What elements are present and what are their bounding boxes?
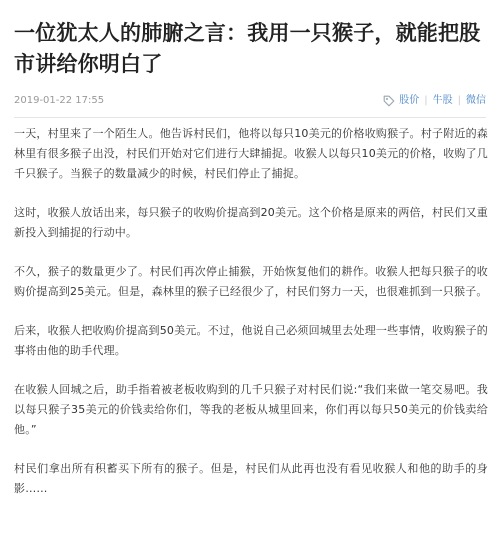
header-divider: [14, 117, 486, 118]
tag-link-wechat[interactable]: 微信: [466, 95, 486, 106]
tag-separator: |: [457, 95, 461, 106]
article-body: [14, 124, 488, 518]
paragraph: 一天，村里来了一个陌生人。他告诉村民们，他将以每只10美元的价格收购猴子。村子附近的森林里有很多猴子出没，村民们开始对它们进行大肆捕捉。收猴人以每只10美元的价格，收购了几千只猴子。当猴子的数量减少的时候，村民们停止了捕捉。: [14, 127, 488, 180]
tag-list: [383, 93, 486, 109]
paragraph: 这时，收猴人放话出来，每只猴子的收购价提高到20美元。这个价格是原来的两倍，村民们又重新投入到捕捉的行动中。: [14, 206, 488, 239]
paragraph: 后来，收猴人把收购价提高到50美元。不过，他说自己必须回城里去处理一些事情，收购猴子的事将由他的助手代理。: [14, 324, 488, 357]
paragraph: 不久，猴子的数量更少了。村民们再次停止捕猴，开始恢复他们的耕作。收猴人把每只猴子的收购价提高到25美元。但是，森林里的猴子已经很少了，村民们努力一天，也很难抓到一只猴子。: [14, 265, 488, 298]
article-meta: [14, 93, 486, 109]
tag-separator: |: [424, 95, 428, 106]
tag-link-bull-stock[interactable]: 牛股: [432, 95, 453, 106]
paragraph: 村民们拿出所有积蓄买下所有的猴子。但是，村民们从此再也没有看见收猴人和他的助手的身影……: [14, 462, 488, 495]
tag-icon: [383, 95, 395, 107]
tag-link-stock-price[interactable]: 股价: [399, 95, 420, 106]
article-title: 一位犹太人的肺腑之言：我用一只猴子，就能把股市讲给你明白了: [14, 21, 481, 76]
paragraph: 在收猴人回城之后，助手指着被老板收购到的几千只猴子对村民们说:“我们来做一笔交易吧。我以每只猴子35美元的价钱卖给你们，等我的老板从城里回来，你们再以每只50美元的价钱卖给他。”: [14, 383, 488, 436]
publish-date: 2019-01-22 17:55: [14, 95, 105, 106]
